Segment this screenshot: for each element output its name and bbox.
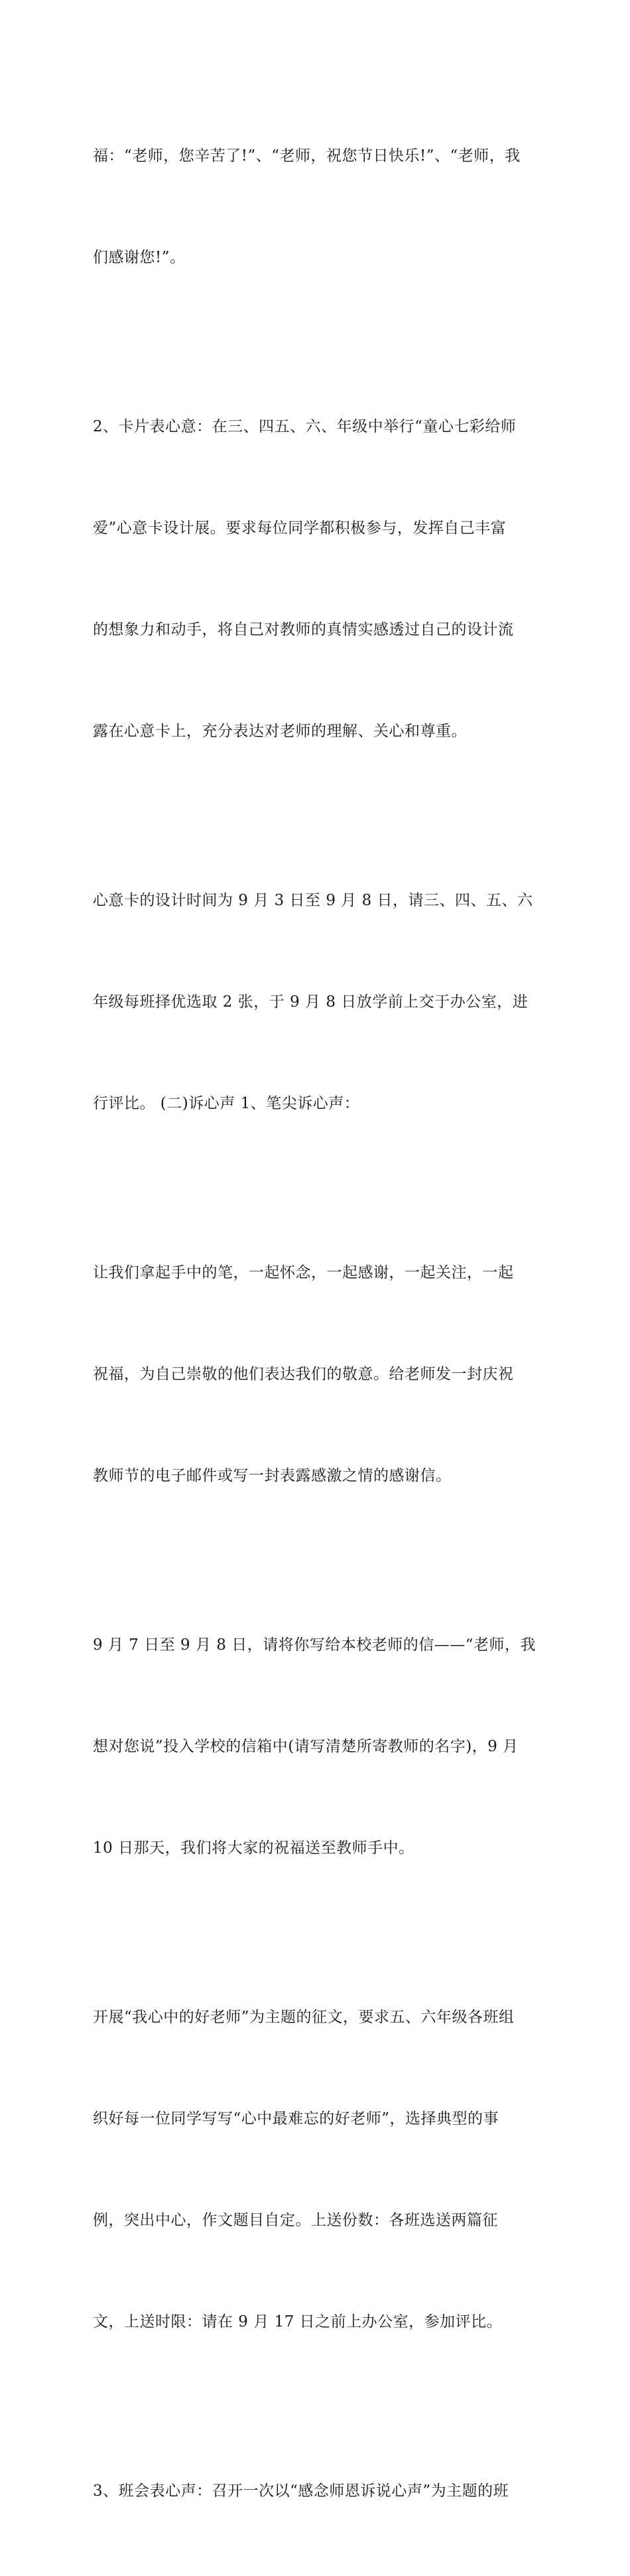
text-line: 们感谢您!”。 [93, 249, 186, 266]
text-line: 祝福，为自己崇敬的他们表达我们的敬意。给老师发一封庆祝 [93, 1366, 514, 1383]
text-line: 想对您说”投入学校的信箱中(请写清楚所寄教师的名字)，9 月 [93, 1738, 519, 1755]
text-line: 开展“我心中的好老师”为主题的征文，要求五、六年级各班组 [93, 2009, 515, 2026]
text-line: 的想象力和动手，将自己对教师的真情实感透过自己的设计流 [93, 621, 514, 638]
text-line: 文，上送时限：请在 9 月 17 日之前上办公室，参加评比。 [93, 2313, 503, 2330]
text-line: 2、卡片表心意：在三、四五、六、年级中举行“童心七彩给师 [93, 418, 517, 435]
paragraph-6 [93, 1933, 544, 2407]
text-line: 9 月 7 日至 9 月 8 日，请将你写给本校老师的信——“老师，我 [93, 1636, 536, 1654]
text-line: 教师节的电子邮件或写一封表露感激之情的感谢信。 [93, 1467, 452, 1484]
document-body [93, 72, 544, 2576]
paragraph-3 [93, 816, 544, 1188]
paragraph-5 [93, 1561, 544, 1933]
paragraph-4 [93, 1188, 544, 1561]
paragraph-1 [93, 72, 544, 342]
paragraph-7 [93, 2407, 544, 2576]
text-line: 行评比。 (二)诉心声 1、笔尖诉心声： [93, 1095, 360, 1112]
text-line: 让我们拿起手中的笔，一起怀念，一起感谢，一起关注，一起 [93, 1264, 514, 1281]
text-line: 10 日那天，我们将大家的祝福送至教师手中。 [93, 1839, 414, 1857]
text-line: 例，突出中心，作文题目自定。上送份数：各班选送两篇征 [93, 2212, 498, 2229]
text-line: 福：“老师，您辛苦了!”、“老师，祝您节日快乐!”、“老师，我 [93, 147, 521, 165]
text-line: 露在心意卡上，充分表达对老师的理解、关心和尊重。 [93, 723, 467, 740]
text-line: 3、班会表心声：召开一次以“感念师恩诉说心声”为主题的班 [93, 2482, 509, 2500]
text-line: 织好每一位同学写写“心中最难忘的好老师”，选择典型的事 [93, 2110, 499, 2127]
paragraph-2 [93, 342, 544, 816]
text-line: 年级每班择优选取 2 张，于 9 月 8 日放学前上交于办公室，进 [93, 993, 529, 1011]
text-line: 心意卡的设计时间为 9 月 3 日至 9 月 8 日，请三、四、五、六 [93, 892, 533, 909]
text-line: 爱”心意卡设计展。要求每位同学都积极参与，发挥自己丰富 [93, 520, 507, 537]
